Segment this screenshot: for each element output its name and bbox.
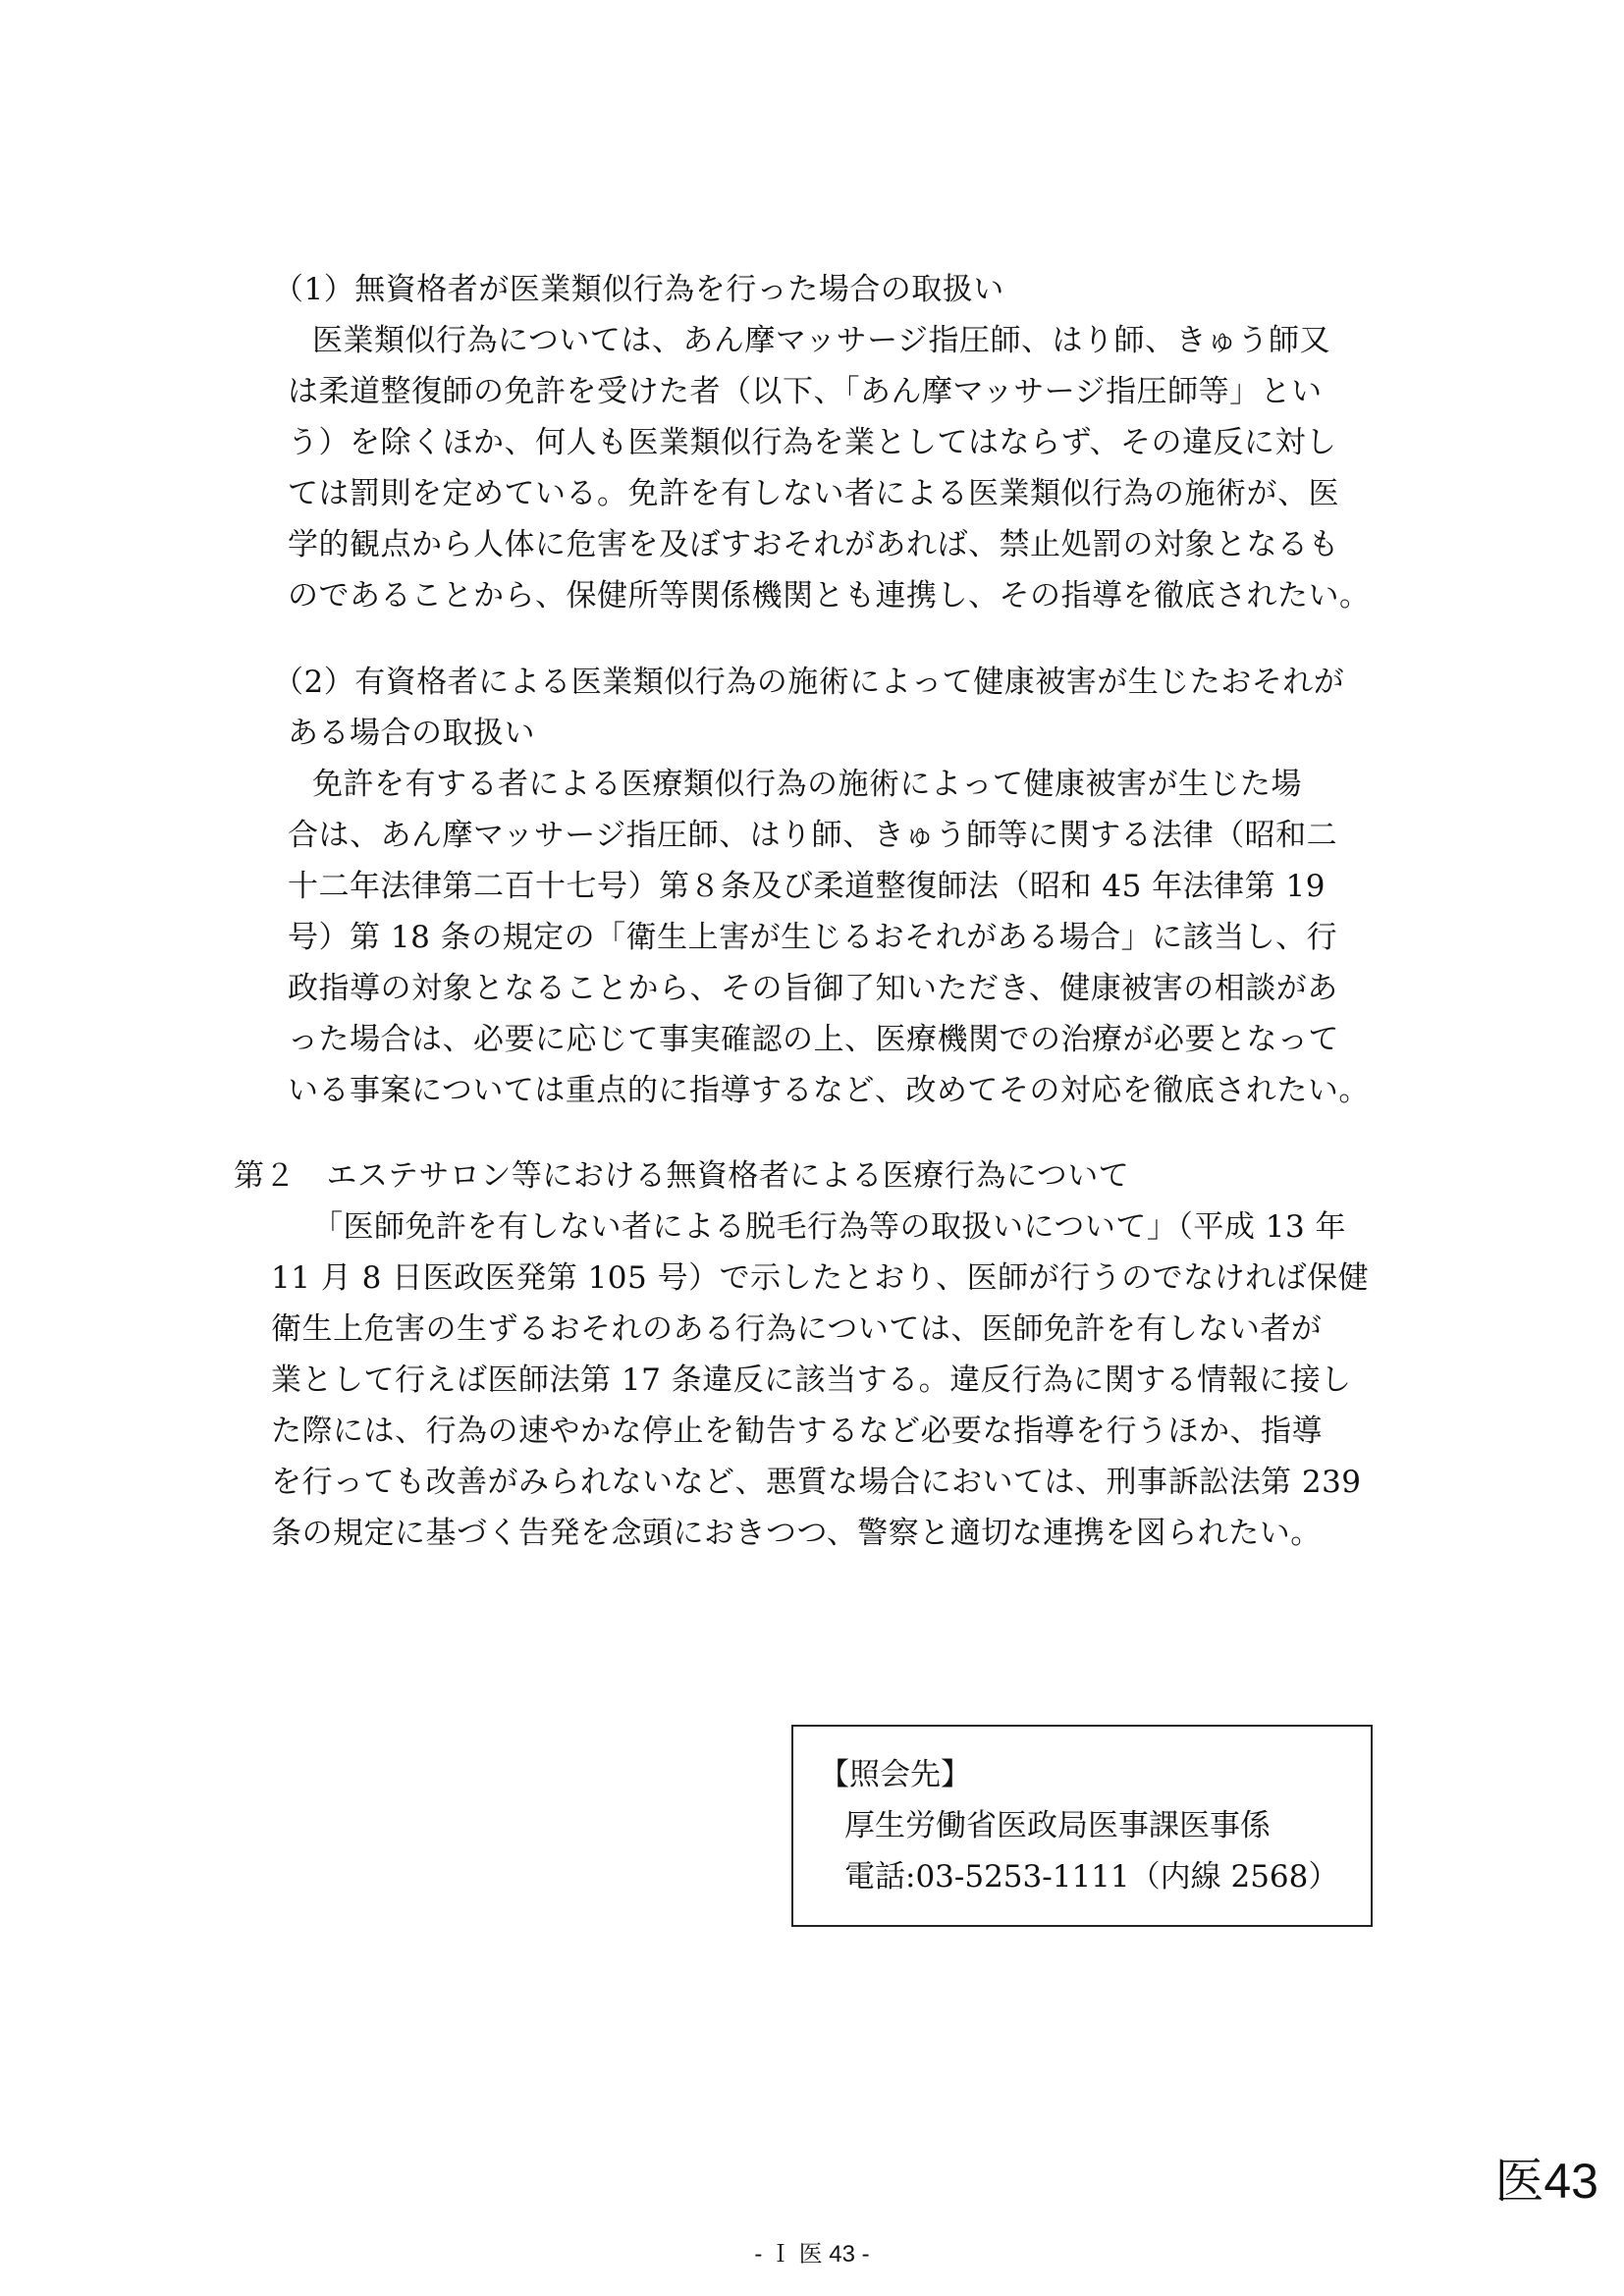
item1-line: 医業類似行為については、あん摩マッサージ指圧師、はり師、きゅう師又	[312, 323, 1331, 358]
section2-heading: 第２ エステサロン等における無資格者による医療行為について	[234, 1158, 1130, 1194]
item1-line: う）を除くほか、何人も医業類似行為を業としてはならず、その違反に対し	[288, 425, 1337, 460]
contact-department: 厚生労働省医政局医事課医事係	[844, 1808, 1271, 1843]
item2-line: 免許を有する者による医療類似行為の施術によって健康被害が生じた場	[312, 767, 1302, 802]
item2-line: 号）第 18 条の規定の「衛生上害が生じるおそれがある場合」に該当し、行	[288, 920, 1338, 955]
contact-box	[791, 1725, 1373, 1927]
page-code: 医43	[1494, 2154, 1598, 2209]
section2-line: た際には、行為の速やかな停止を勧告するなど必要な指導を行うほか、指導	[271, 1414, 1323, 1449]
contact-title: 【照会先】	[819, 1757, 971, 1792]
item1-line: 学的観点から人体に危害を及ぼすおそれがあれば、禁止処罰の対象となるも	[288, 527, 1339, 562]
item1-line: は柔道整復師の免許を受けた者（以下、「あん摩マッサージ指圧師等」とい	[288, 374, 1323, 409]
section2-line: 業として行えば医師法第 17 条違反に該当する。違反行為に関する情報に接し	[271, 1362, 1352, 1398]
item2-heading: ある場合の取扱い	[288, 716, 535, 751]
item2-line: 十二年法律第二百十七号）第８条及び柔道整復師法（昭和 45 年法律第 19	[288, 869, 1326, 904]
item2-line: 政指導の対象となることから、その旨御了知いただき、健康被害の相談があ	[288, 971, 1338, 1006]
section2-line: 11 月 8 日医政医発第 105 号）で示したとおり、医師が行うのでなければ保健	[271, 1260, 1370, 1296]
item1-heading: （1）無資格者が医業類似行為を行った場合の取扱い	[273, 272, 1004, 307]
section2-line: 「医師免許を有しない者による脱毛行為等の取扱いについて」（平成 13 年	[312, 1209, 1347, 1245]
item1-line: のであることから、保健所等関係機関とも連携し、その指導を徹底されたい。	[288, 578, 1371, 614]
item2-heading: （2）有資格者による医業類似行為の施術によって健康被害が生じたおそれが	[273, 665, 1345, 700]
item2-line: いる事案については重点的に指導するなど、改めてその対応を徹底されたい。	[288, 1073, 1370, 1108]
section2-line: 条の規定に基づく告発を念頭におきつつ、警察と適切な連携を図られたい。	[271, 1516, 1322, 1551]
item1-line: ては罰則を定めている。免許を有しない者による医業類似行為の施術が、医	[288, 476, 1339, 511]
section2-line: を行っても改善がみられないなど、悪質な場合においては、刑事訴訟法第 239	[271, 1465, 1362, 1500]
item2-line: 合は、あん摩マッサージ指圧師、はり師、きゅう師等に関する法律（昭和二	[288, 818, 1338, 853]
contact-phone: 電話:03-5253-1111（内線 2568）	[844, 1859, 1339, 1895]
section2-line: 衛生上危害の生ずるおそれのある行為については、医師免許を有しない者が	[271, 1311, 1323, 1347]
footer-page-number: - Ｉ 医 43 -	[754, 2241, 870, 2268]
item2-line: った場合は、必要に応じて事実確認の上、医療機関での治療が必要となって	[288, 1022, 1339, 1057]
